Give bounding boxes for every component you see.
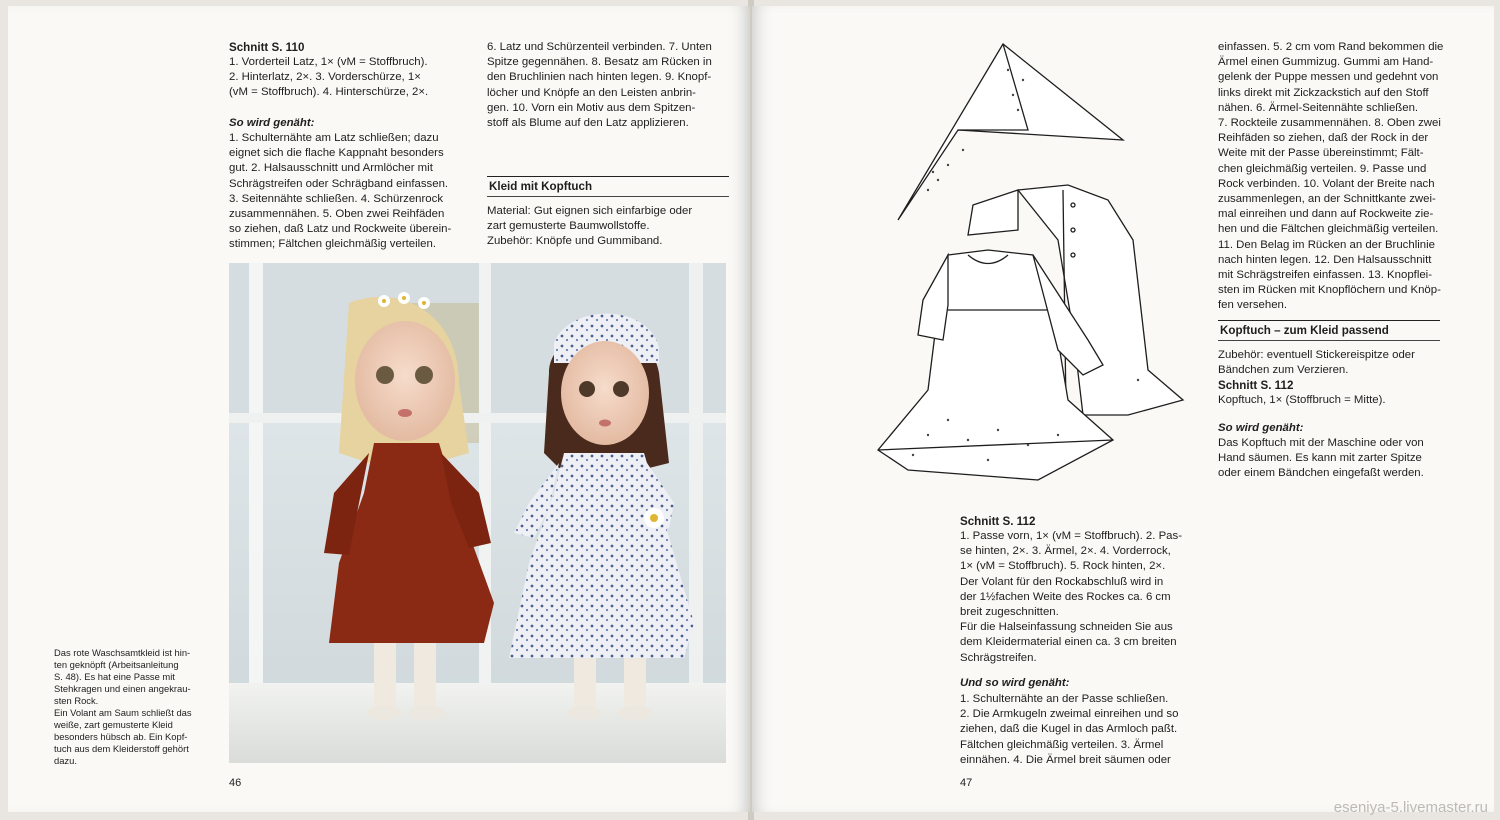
- pattern-drawing: [868, 40, 1208, 490]
- schnitt-heading-left: Schnitt S. 110: [229, 41, 305, 54]
- page-number-right: 47: [960, 777, 973, 789]
- section-title-kleid: Kleid mit Kopftuch: [487, 176, 729, 197]
- pattern-pieces-right: 1. Passe vorn, 1× (vM = Stoffbruch). 2. Pas- se hinten, 2×. 3. Ärmel, 2×. 4. Vorderrock, 1× (vM = Stoffbruch). 5. Rock hinten, 2×. Der Volant für den Rockabschluß wird in der 1½fachen Weite des Rockes ca. 6 cm breit zugeschnitten. Für die Halseinfassung schneiden Sie aus dem Kleidermaterial einen ca. 3 cm breiten Schrägstreifen.: [960, 530, 1183, 664]
- sewing-steps-right-col2: einfassen. 5. 2 cm vom Rand bekommen die Ärmel einen Gummizug. Gummi am Hand- gelenk der Puppe messen und gedehnt von links direkt mit Zickzackstich auf den Stoff nähen. 6. Ärmel-Seitennähte schließen. 7. Rockteile zusammennähen. 8. Oben zwei Reihfäden so ziehen, daß der Rock in der Weite mit der Passe übereinstimmt; Fält- chen gleichmäßig verteilen. 9. Passe und Rock verbinden. 10. Volant der Breite nach zusammenlegen, an der Schnittkante zwei- mal einreihen und dann auf Rockweite zie- hen und die Fältchen gleichmäßig verteilen. 11. Den Belag im Rücken an der Bruchlinie nach hinten legen. 12. Den Halsausschnitt mit Schrägstreifen einfassen. 13. Knopflei- sten im Rücken mit Knopflöchern und Knöp- fen versehen.: [1218, 41, 1444, 312]
- photo-caption: Das rote Waschsamtkleid ist hin- ten geknöpft (Arbeitsanleitung S. 48). Es hat eine Passe mit Stehkragen und einen angekrau- sten Rock. Ein Volant am Saum schließt das weiße, zart gemusterte Kleid besonders hübsch ab. Ein Kopf- tuch aus dem Kleiderstoff gehört dazu.: [54, 647, 192, 766]
- section-title-kopftuch: Kopftuch – zum Kleid passend: [1218, 320, 1440, 341]
- pattern-pieces-left: 1. Vorderteil Latz, 1× (vM = Stoffbruch). 2. Hinterlatz, 2×. 3. Vorderschürze, 1× (vM = Stoffbruch). 4. Hinterschürze, 2×.: [229, 56, 429, 99]
- schnitt-heading-right: Schnitt S. 112: [960, 515, 1036, 528]
- sewing-subheading-left: So wird genäht:: [229, 117, 315, 129]
- sewing-steps-right: 1. Schulternähte an der Passe schließen. 2. Die Armkugeln zweimal einreihen und so ziehen, daß die Kugel in das Armloch paßt. Fältchen gleichmäßig verteilen. 3. Ärmel einnähen. 4. Die Ärmel breit säumen oder: [960, 693, 1179, 766]
- material-text: Material: Gut eignen sich einfarbige oder zart gemusterte Baumwollstoffe. Zubehör: Knöpfe und Gummiband.: [487, 205, 693, 248]
- dolls-photo: [229, 263, 726, 763]
- sewing-steps-left-col2: 6. Latz und Schürzenteil verbinden. 7. Unten Spitze gegennähen. 8. Besatz am Rücken in den Bruchlinien nach hinten legen. 9. Knopf- löcher und Knöpfe an den Leisten anbrin- gen. 10. Vorn ein Motiv aus dem Spitzen- stoff als Blume auf den Latz applizieren.: [487, 41, 712, 130]
- watermark: eseniya-5.livemaster.ru: [1333, 799, 1488, 816]
- sewing-subheading-right: Und so wird genäht:: [960, 677, 1070, 689]
- kopftuch-steps: Das Kopftuch mit der Maschine oder von Hand säumen. Es kann mit zarter Spitze oder einem Bändchen eingefaßt werden.: [1218, 437, 1424, 480]
- sewing-subheading-kopftuch: So wird genäht:: [1218, 422, 1304, 434]
- kopftuch-pieces: Kopftuch, 1× (Stoffbruch = Mitte).: [1218, 394, 1386, 406]
- page-number-left: 46: [229, 777, 242, 789]
- sewing-steps-left: 1. Schulternähte am Latz schließen; dazu eignet sich die flache Kappnaht besonders gut. 2. Halsausschnitt und Armlöcher mit Schrägstreifen oder Schrägband einfassen. 3. Seitennähte schließen. 4. Schürzenrock zusammennähen. 5. Oben zwei Reihfäden so ziehen, daß Latz und Rockweite überein- stimmen; Fältchen gleichmäßig verteilen.: [229, 132, 452, 251]
- schnitt-heading-kopftuch: Schnitt S. 112: [1218, 379, 1294, 392]
- accessories-text: Zubehör: eventuell Stickereispitze oder Bändchen zum Verzieren.: [1218, 349, 1415, 377]
